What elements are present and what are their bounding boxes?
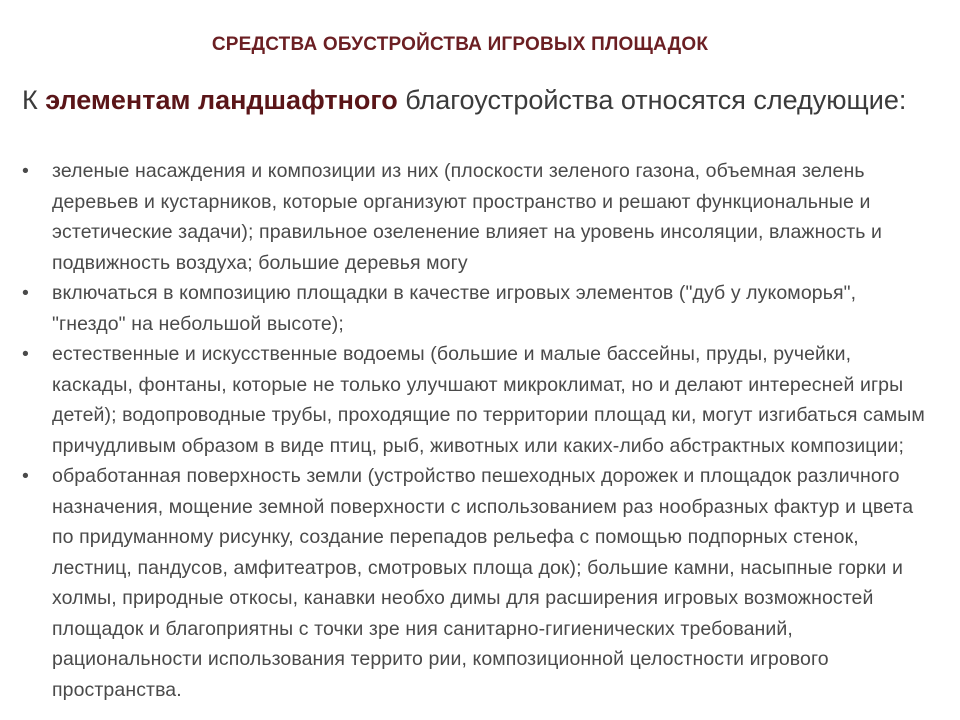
bullet-icon: • bbox=[22, 343, 29, 365]
list-item-text: включаться в композицию площадки в качестве игровых элементов ("дуб у лукоморья", "гнездо" на небольшой высоте); bbox=[52, 282, 857, 335]
intro-suffix: благоустройства относятся следующие: bbox=[397, 85, 907, 115]
slide-title: СРЕДСТВА ОБУСТРОЙСТВА ИГРОВЫХ ПЛОЩАДОК bbox=[211, 34, 709, 55]
list-item-text: зеленые насаждения и композиции из них (плоскости зеленого газона, объемная зелень деревьев и кустарников, которые организуют пространство и решают функциональные и эстетические задачи); правильное озеленение влияет на уровень инсоляции, влажность и подвижность воздуха; большие деревья могу bbox=[52, 160, 883, 274]
intro-emphasis: элементам ландшафтного bbox=[45, 85, 398, 115]
intro-text bbox=[22, 82, 922, 118]
list-item bbox=[22, 156, 927, 278]
list-item-text: естественные и искусственные водоемы (большие и малые бассейны, пруды, ручейки, каскады, фонтаны, которые не только улучшают микроклимат, но и делают интересней игры детей); водопроводные трубы, проходящие по территории площад ки, могут изгибаться самым причудливым образом в виде птиц, рыб, животных или каких-либо абстрактных композиции; bbox=[52, 343, 925, 457]
list-item bbox=[22, 461, 927, 705]
list-item bbox=[22, 278, 927, 339]
bullet-icon: • bbox=[22, 282, 29, 304]
list-item bbox=[22, 339, 927, 461]
bullet-list bbox=[22, 156, 927, 705]
bullet-icon: • bbox=[22, 160, 29, 182]
bullet-icon: • bbox=[22, 465, 29, 487]
list-item-text: обработанная поверхность земли (устройство пешеходных дорожек и площадок различного назначения, мощение земной поверхности с использованием раз нообразных фактур и цвета по придуманному рисунку, создание перепадов рельефа с помощью подпорных стенок, лестниц, пандусов, амфитеатров, смотровых площа док); большие камни, насыпные горки и холмы, природные откосы, канавки необхо димы для расширения игровых возможностей площадок и благоприятны с точки зре ния санитарно-гигиенических требований, рациональности использования террито рии, композиционной целостности игрового пространства. bbox=[52, 465, 914, 701]
intro-prefix: К bbox=[22, 85, 46, 115]
